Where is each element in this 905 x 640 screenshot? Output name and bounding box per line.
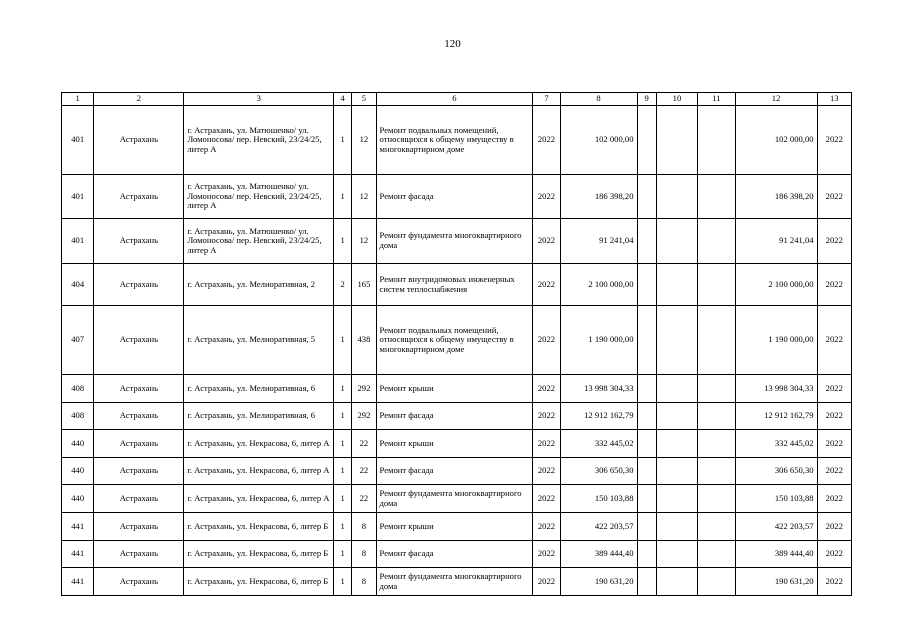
cell-col-9 — [637, 106, 656, 175]
cell-fund-cost: 150 103,88 — [735, 485, 817, 513]
cell-total-cost: 102 000,00 — [560, 106, 637, 175]
cell-work-type: Ремонт подвальных помещений, относящихся к общему имуществу в многоквартирном доме — [376, 106, 533, 175]
cell-col-10 — [656, 375, 697, 403]
cell-municipality: Астрахань — [94, 458, 184, 485]
cell-col-11 — [698, 264, 735, 306]
cell-year: 2022 — [533, 513, 560, 541]
cell-apartments: 292 — [352, 375, 376, 403]
column-number-4: 4 — [334, 93, 352, 106]
cell-fund-cost: 13 998 304,33 — [735, 375, 817, 403]
cell-col-11 — [698, 175, 735, 219]
cell-completion-year: 2022 — [817, 264, 851, 306]
cell-completion-year: 2022 — [817, 219, 851, 264]
cell-object-number: 401 — [62, 175, 94, 219]
cell-apartments: 22 — [352, 430, 376, 458]
cell-completion-year: 2022 — [817, 568, 851, 596]
cell-total-cost: 422 203,57 — [560, 513, 637, 541]
page-number: 120 — [444, 38, 461, 50]
cell-apartments: 12 — [352, 219, 376, 264]
cell-completion-year: 2022 — [817, 458, 851, 485]
cell-fund-cost: 306 650,30 — [735, 458, 817, 485]
cell-completion-year: 2022 — [817, 375, 851, 403]
cell-col-9 — [637, 375, 656, 403]
cell-completion-year: 2022 — [817, 106, 851, 175]
cell-municipality: Астрахань — [94, 430, 184, 458]
cell-total-cost: 186 398,20 — [560, 175, 637, 219]
cell-col-11 — [698, 219, 735, 264]
column-number-1: 1 — [62, 93, 94, 106]
cell-work-type: Ремонт фундамента многоквартирного дома — [376, 219, 533, 264]
cell-object-number: 440 — [62, 430, 94, 458]
cell-entrances: 1 — [334, 106, 352, 175]
cell-object-number: 408 — [62, 375, 94, 403]
cell-municipality: Астрахань — [94, 219, 184, 264]
cell-col-10 — [656, 541, 697, 568]
column-number-3: 3 — [184, 93, 334, 106]
cell-municipality: Астрахань — [94, 513, 184, 541]
column-number-12: 12 — [735, 93, 817, 106]
cell-apartments: 8 — [352, 513, 376, 541]
cell-municipality: Астрахань — [94, 541, 184, 568]
cell-col-9 — [637, 485, 656, 513]
column-number-7: 7 — [533, 93, 560, 106]
table-row — [62, 264, 852, 306]
column-number-row — [62, 93, 852, 106]
cell-col-9 — [637, 403, 656, 430]
cell-object-number: 404 — [62, 264, 94, 306]
cell-municipality: Астрахань — [94, 306, 184, 375]
cell-municipality: Астрахань — [94, 568, 184, 596]
cell-address: г. Астрахань, ул. Матюшенко/ ул. Ломоносова/ пер. Невский, 23/24/25, литер А — [184, 106, 334, 175]
column-number-8: 8 — [560, 93, 637, 106]
cell-address: г. Астрахань, ул. Мелиоративная, 5 — [184, 306, 334, 375]
cell-work-type: Ремонт крыши — [376, 375, 533, 403]
column-number-2: 2 — [94, 93, 184, 106]
cell-year: 2022 — [533, 375, 560, 403]
cell-work-type: Ремонт фасада — [376, 458, 533, 485]
cell-completion-year: 2022 — [817, 175, 851, 219]
cell-total-cost: 150 103,88 — [560, 485, 637, 513]
cell-address: г. Астрахань, ул. Некрасова, 6, литер А — [184, 458, 334, 485]
cell-col-11 — [698, 403, 735, 430]
cell-col-10 — [656, 106, 697, 175]
cell-col-11 — [698, 306, 735, 375]
cell-apartments: 165 — [352, 264, 376, 306]
repair-registry-table — [61, 92, 852, 596]
cell-fund-cost: 91 241,04 — [735, 219, 817, 264]
cell-municipality: Астрахань — [94, 485, 184, 513]
cell-apartments: 8 — [352, 568, 376, 596]
cell-total-cost: 12 912 162,79 — [560, 403, 637, 430]
cell-year: 2022 — [533, 458, 560, 485]
cell-address: г. Астрахань, ул. Некрасова, 6, литер А — [184, 485, 334, 513]
cell-object-number: 441 — [62, 541, 94, 568]
cell-address: г. Астрахань, ул. Некрасова, 6, литер А — [184, 430, 334, 458]
column-number-5: 5 — [352, 93, 376, 106]
cell-municipality: Астрахань — [94, 403, 184, 430]
cell-col-10 — [656, 485, 697, 513]
cell-col-11 — [698, 106, 735, 175]
cell-col-9 — [637, 513, 656, 541]
table-row — [62, 175, 852, 219]
cell-year: 2022 — [533, 568, 560, 596]
column-number-9: 9 — [637, 93, 656, 106]
cell-col-10 — [656, 458, 697, 485]
cell-col-9 — [637, 568, 656, 596]
cell-apartments: 22 — [352, 458, 376, 485]
cell-object-number: 407 — [62, 306, 94, 375]
cell-col-9 — [637, 541, 656, 568]
cell-apartments: 12 — [352, 106, 376, 175]
table-row — [62, 541, 852, 568]
cell-total-cost: 190 631,20 — [560, 568, 637, 596]
cell-col-9 — [637, 219, 656, 264]
cell-completion-year: 2022 — [817, 403, 851, 430]
cell-total-cost: 91 241,04 — [560, 219, 637, 264]
cell-col-9 — [637, 306, 656, 375]
cell-total-cost: 13 998 304,33 — [560, 375, 637, 403]
cell-col-9 — [637, 264, 656, 306]
cell-col-10 — [656, 264, 697, 306]
cell-year: 2022 — [533, 175, 560, 219]
cell-year: 2022 — [533, 541, 560, 568]
cell-year: 2022 — [533, 306, 560, 375]
cell-entrances: 1 — [334, 403, 352, 430]
cell-entrances: 2 — [334, 264, 352, 306]
cell-entrances: 1 — [334, 430, 352, 458]
cell-object-number: 440 — [62, 458, 94, 485]
cell-work-type: Ремонт крыши — [376, 513, 533, 541]
column-number-11: 11 — [698, 93, 735, 106]
column-number-6: 6 — [376, 93, 533, 106]
cell-work-type: Ремонт фасада — [376, 541, 533, 568]
cell-fund-cost: 190 631,20 — [735, 568, 817, 596]
cell-entrances: 1 — [334, 375, 352, 403]
cell-col-10 — [656, 306, 697, 375]
cell-col-11 — [698, 485, 735, 513]
cell-total-cost: 389 444,40 — [560, 541, 637, 568]
cell-fund-cost: 332 445,02 — [735, 430, 817, 458]
cell-municipality: Астрахань — [94, 264, 184, 306]
cell-apartments: 8 — [352, 541, 376, 568]
cell-municipality: Астрахань — [94, 106, 184, 175]
cell-fund-cost: 12 912 162,79 — [735, 403, 817, 430]
cell-entrances: 1 — [334, 568, 352, 596]
cell-col-9 — [637, 430, 656, 458]
cell-col-11 — [698, 568, 735, 596]
cell-col-9 — [637, 175, 656, 219]
cell-col-10 — [656, 175, 697, 219]
cell-fund-cost: 102 000,00 — [735, 106, 817, 175]
cell-object-number: 441 — [62, 513, 94, 541]
cell-apartments: 438 — [352, 306, 376, 375]
cell-work-type: Ремонт фасада — [376, 403, 533, 430]
cell-completion-year: 2022 — [817, 306, 851, 375]
cell-col-10 — [656, 219, 697, 264]
cell-completion-year: 2022 — [817, 485, 851, 513]
cell-year: 2022 — [533, 219, 560, 264]
cell-address: г. Астрахань, ул. Матюшенко/ ул. Ломоносова/ пер. Невский, 23/24/25, литер А — [184, 175, 334, 219]
cell-fund-cost: 2 100 000,00 — [735, 264, 817, 306]
cell-col-10 — [656, 430, 697, 458]
table-body — [62, 106, 852, 596]
cell-entrances: 1 — [334, 541, 352, 568]
cell-col-11 — [698, 375, 735, 403]
cell-object-number: 401 — [62, 219, 94, 264]
table-row — [62, 306, 852, 375]
cell-work-type: Ремонт фундамента многоквартирного дома — [376, 568, 533, 596]
table-row — [62, 458, 852, 485]
cell-fund-cost: 389 444,40 — [735, 541, 817, 568]
cell-work-type: Ремонт подвальных помещений, относящихся к общему имуществу в многоквартирном доме — [376, 306, 533, 375]
table-row — [62, 513, 852, 541]
cell-object-number: 408 — [62, 403, 94, 430]
column-number-10: 10 — [656, 93, 697, 106]
cell-object-number: 440 — [62, 485, 94, 513]
cell-col-11 — [698, 541, 735, 568]
cell-col-11 — [698, 430, 735, 458]
cell-fund-cost: 422 203,57 — [735, 513, 817, 541]
cell-object-number: 441 — [62, 568, 94, 596]
cell-entrances: 1 — [334, 458, 352, 485]
cell-address: г. Астрахань, ул. Некрасова, 6, литер Б — [184, 568, 334, 596]
cell-year: 2022 — [533, 485, 560, 513]
cell-municipality: Астрахань — [94, 375, 184, 403]
cell-entrances: 1 — [334, 219, 352, 264]
cell-apartments: 22 — [352, 485, 376, 513]
table-row — [62, 430, 852, 458]
cell-address: г. Астрахань, ул. Мелиоративная, 6 — [184, 375, 334, 403]
cell-year: 2022 — [533, 264, 560, 306]
cell-total-cost: 1 190 000,00 — [560, 306, 637, 375]
cell-col-11 — [698, 458, 735, 485]
column-number-13: 13 — [817, 93, 851, 106]
cell-completion-year: 2022 — [817, 541, 851, 568]
cell-year: 2022 — [533, 106, 560, 175]
cell-col-10 — [656, 403, 697, 430]
cell-work-type: Ремонт фундамента многоквартирного дома — [376, 485, 533, 513]
cell-col-11 — [698, 513, 735, 541]
cell-completion-year: 2022 — [817, 430, 851, 458]
cell-entrances: 1 — [334, 513, 352, 541]
table-row — [62, 219, 852, 264]
cell-col-10 — [656, 513, 697, 541]
cell-entrances: 1 — [334, 175, 352, 219]
table-row — [62, 485, 852, 513]
cell-address: г. Астрахань, ул. Мелиоративная, 6 — [184, 403, 334, 430]
cell-col-10 — [656, 568, 697, 596]
cell-municipality: Астрахань — [94, 175, 184, 219]
cell-total-cost: 306 650,30 — [560, 458, 637, 485]
cell-address: г. Астрахань, ул. Мелиоративная, 2 — [184, 264, 334, 306]
cell-completion-year: 2022 — [817, 513, 851, 541]
cell-address: г. Астрахань, ул. Матюшенко/ ул. Ломоносова/ пер. Невский, 23/24/25, литер А — [184, 219, 334, 264]
cell-apartments: 12 — [352, 175, 376, 219]
table-row — [62, 375, 852, 403]
cell-total-cost: 2 100 000,00 — [560, 264, 637, 306]
cell-work-type: Ремонт внутридомовых инженерных систем теплоснабжения — [376, 264, 533, 306]
cell-fund-cost: 1 190 000,00 — [735, 306, 817, 375]
cell-total-cost: 332 445,02 — [560, 430, 637, 458]
cell-col-9 — [637, 458, 656, 485]
table-row — [62, 106, 852, 175]
cell-year: 2022 — [533, 403, 560, 430]
cell-year: 2022 — [533, 430, 560, 458]
cell-object-number: 401 — [62, 106, 94, 175]
cell-entrances: 1 — [334, 306, 352, 375]
cell-address: г. Астрахань, ул. Некрасова, 6, литер Б — [184, 513, 334, 541]
cell-apartments: 292 — [352, 403, 376, 430]
cell-entrances: 1 — [334, 485, 352, 513]
cell-address: г. Астрахань, ул. Некрасова, 6, литер Б — [184, 541, 334, 568]
table-row — [62, 568, 852, 596]
cell-fund-cost: 186 398,20 — [735, 175, 817, 219]
table-row — [62, 403, 852, 430]
cell-work-type: Ремонт крыши — [376, 430, 533, 458]
cell-work-type: Ремонт фасада — [376, 175, 533, 219]
